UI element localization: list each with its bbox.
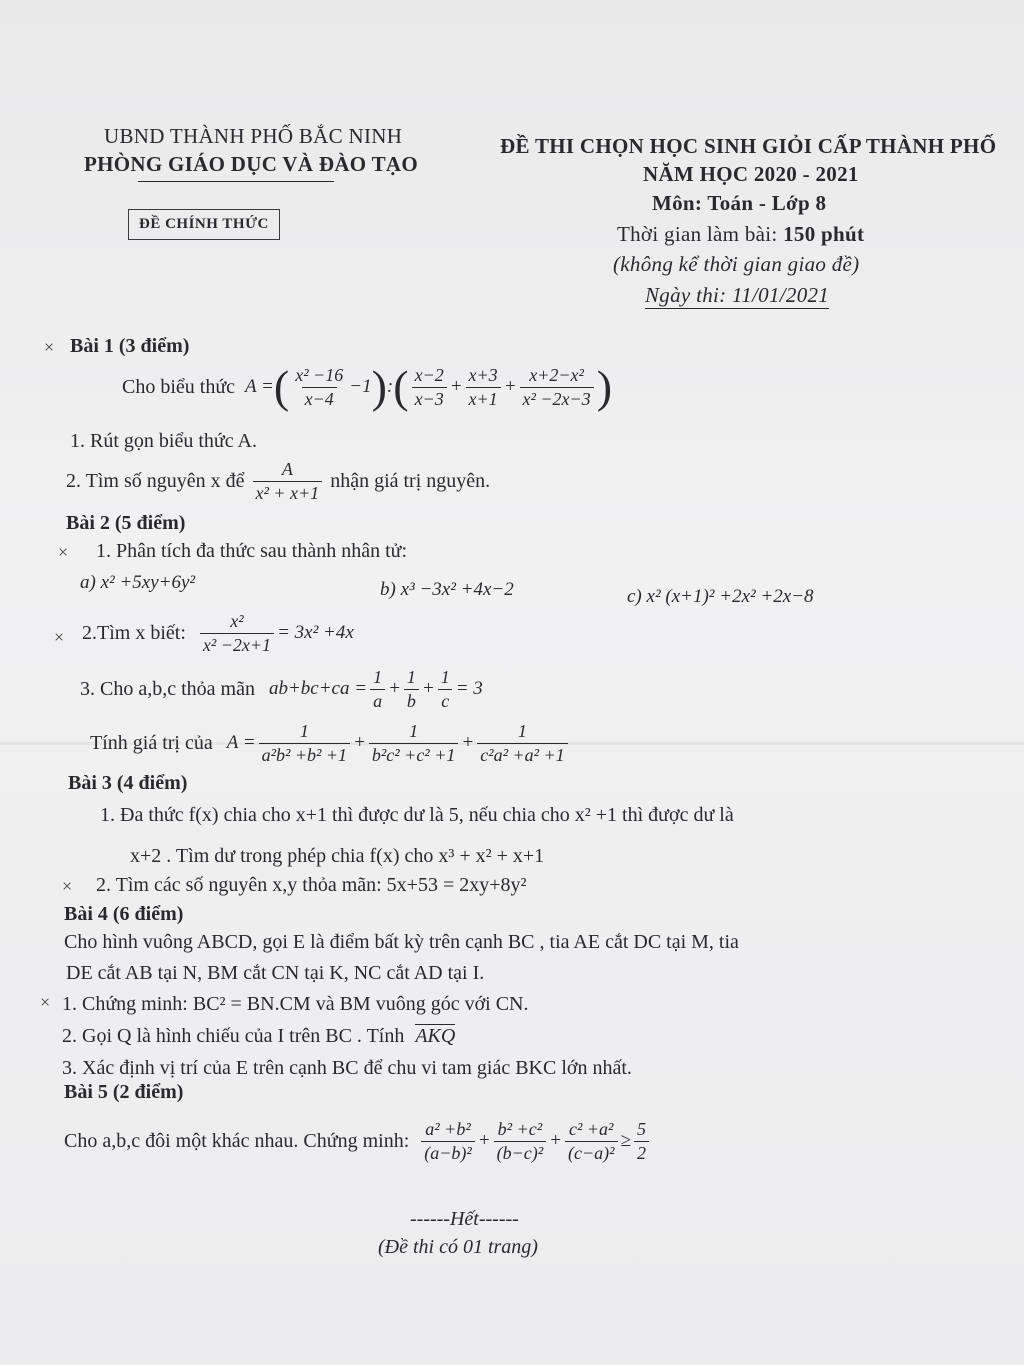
time-label: Thời gian làm bài: xyxy=(617,222,784,246)
authority-name: UBND THÀNH PHỐ BẮC NINH xyxy=(104,124,403,148)
bai1-minus1: −1 xyxy=(349,376,372,397)
bai1-title: Bài 1 (3 điểm) xyxy=(70,335,190,357)
bai2-q3-expr: ab+bc+ca = xyxy=(268,678,368,699)
bai2-q3-pre: 3. Cho a,b,c thỏa mãn xyxy=(80,677,255,700)
department-name-text: PHÒNG GIÁO DỤC VÀ ĐÀO TẠO xyxy=(84,152,418,176)
bai5-intro: Cho a,b,c đôi một khác nhau. Chứng minh: xyxy=(64,1129,410,1152)
page-count-note: (Đề thi có 01 trang) xyxy=(378,1236,538,1258)
bai1-intro: Cho biểu thức xyxy=(122,375,236,398)
official-exam-badge: ĐỀ CHÍNH THỨC xyxy=(128,209,280,240)
bai1-q1: 1. Rút gọn biểu thức A. xyxy=(70,430,257,452)
star-mark: × xyxy=(44,337,55,357)
bai2-q1: 1. Phân tích đa thức sau thành nhân tử: xyxy=(96,540,408,562)
bai4-intro-line2: DE cắt AB tại N, BM cắt CN tại K, NC cắt AD tại I. xyxy=(66,962,485,984)
bai1-frac1: $\frac{\text{x² −16}}{x-4}$ xyxy=(295,365,344,409)
subject-grade: Môn: Toán - Lớp 8 xyxy=(652,191,827,215)
bai1-expression: Cho biểu thức A = ( $\frac{\text{x² −16}}{x-4}$ −1 ) : ( $\frac{x-2}{x-3}$ + $\frac{x+3}{x+1}$ + $\frac{\text{x+2−x²}}{\text{x² −2x−3}}$ ) xyxy=(122,361,613,412)
bai3-q2: 2. Tìm các số nguyên x,y thỏa mãn: 5x+53 = 2xy+8y² xyxy=(96,874,527,896)
star-mark: × xyxy=(62,876,73,896)
bai4-q2-angle: AKQ xyxy=(415,1025,456,1047)
end-marker: ------Hết------ xyxy=(410,1208,519,1230)
bai1-frac2: $\frac{x-2}{x-3}$ xyxy=(412,364,447,410)
bai2-q2 xyxy=(82,610,354,656)
bai1-lhs: A = xyxy=(245,376,274,397)
exam-date: Ngày thi: 11/01/2021 xyxy=(645,283,830,307)
bai5-ge: ≥ xyxy=(620,1130,631,1151)
star-mark: × xyxy=(58,542,69,562)
bai1-colon: : xyxy=(386,376,394,397)
bai3-q1-line1: 1. Đa thức f(x) chia cho x+1 thì được dư là 5, nếu chia cho x² +1 thì được dư là xyxy=(100,804,734,826)
school-year: NĂM HỌC 2020 - 2021 xyxy=(643,162,859,186)
bai1-q2-frac: $\frac{A}{\text{x² + x+1}}$ xyxy=(253,458,323,504)
bai2-q2-frac: $\frac{\text{x²}}{\text{x² −2x+1}}$ xyxy=(200,610,274,656)
bai4-q1: 1. Chứng minh: BC² = BN.CM và BM vuông góc với CN. xyxy=(62,993,529,1015)
bai3-title: Bài 3 (4 điểm) xyxy=(68,772,188,794)
bai2-title: Bài 2 (5 điểm) xyxy=(66,512,186,534)
bai4-q3: 3. Xác định vị trí của E trên cạnh BC để chu vi tam giác BKC lớn nhất. xyxy=(62,1057,632,1079)
bai4-title: Bài 4 (6 điểm) xyxy=(64,903,184,925)
department-underline xyxy=(138,181,334,182)
bai2-q1-a: a) x² +5xy+6y² xyxy=(80,572,196,593)
bai5-title: Bài 5 (2 điểm) xyxy=(64,1081,184,1103)
star-mark: × xyxy=(54,627,65,647)
bai3-q1-line2: x+2 . Tìm dư trong phép chia f(x) cho x³ + x² + x+1 xyxy=(130,845,545,867)
bai2-q1-c: c) x² (x+1)² +2x² +2x−8 xyxy=(627,586,814,607)
bai1-q2-post: nhận giá trị nguyên. xyxy=(330,469,491,492)
time-note: (không kể thời gian giao đề) xyxy=(613,252,860,276)
time-allowed xyxy=(617,222,864,247)
time-value: 150 phút xyxy=(783,222,865,246)
bai2-q2-pre: 2.Tìm x biết: xyxy=(82,621,186,644)
bai4-q2-pre: 2. Gọi Q là hình chiếu của I trên BC . Tính xyxy=(62,1025,405,1047)
bai4-q2 xyxy=(62,1025,455,1048)
bai2-q2-rhs: = 3x² +4x xyxy=(277,622,354,643)
exam-title: ĐỀ THI CHỌN HỌC SINH GIỎI CẤP THÀNH PHỐ xyxy=(500,134,997,158)
bai1-frac4: $\frac{\text{x+2−x²}}{\text{x² −2x−3}}$ xyxy=(520,364,594,410)
bai2-q3b-pre: Tính giá trị của xyxy=(90,731,213,754)
bai2-q3b: Tính giá trị của A = $\frac{1}{\text{a²b² +b² +1}}$ + $\frac{1}{\text{b²c² +c² +1}}$ + $\frac{1}{\text{c²a² +a² +1}}$ xyxy=(90,720,571,766)
bai1-frac3: $\frac{x+3}{x+1}$ xyxy=(466,364,501,410)
bai1-q2 xyxy=(66,458,490,504)
bai2-q3: 3. Cho a,b,c thỏa mãn ab+bc+ca = $\frac{1}{a}$ + $\frac{1}{b}$ + $\frac{1}{c}$ = 3 xyxy=(80,667,483,711)
bai2-q3-end: = 3 xyxy=(455,678,483,699)
bai5-statement: Cho a,b,c đôi một khác nhau. Chứng minh: $\frac{\text{a² +b²}}{\text{(a−b)²}}$ + $\frac{\text{b² +c²}}{\text{(b−c)²}}$ + $\frac{\text{c² +a²}}{\text{(c−a)²}}$ ≥ $\frac{5}{2}$ xyxy=(64,1118,652,1164)
department-name xyxy=(84,152,418,177)
star-mark: × xyxy=(40,992,51,1012)
bai2-q3b-lhs: A = xyxy=(226,732,256,753)
bai2-q1-b: b) x³ −3x² +4x−2 xyxy=(380,579,514,600)
bai1-q2-pre: 2. Tìm số nguyên x để xyxy=(66,469,245,492)
bai4-intro-line1: Cho hình vuông ABCD, gọi E là điểm bất kỳ trên cạnh BC , tia AE cắt DC tại M, tia xyxy=(64,931,739,953)
